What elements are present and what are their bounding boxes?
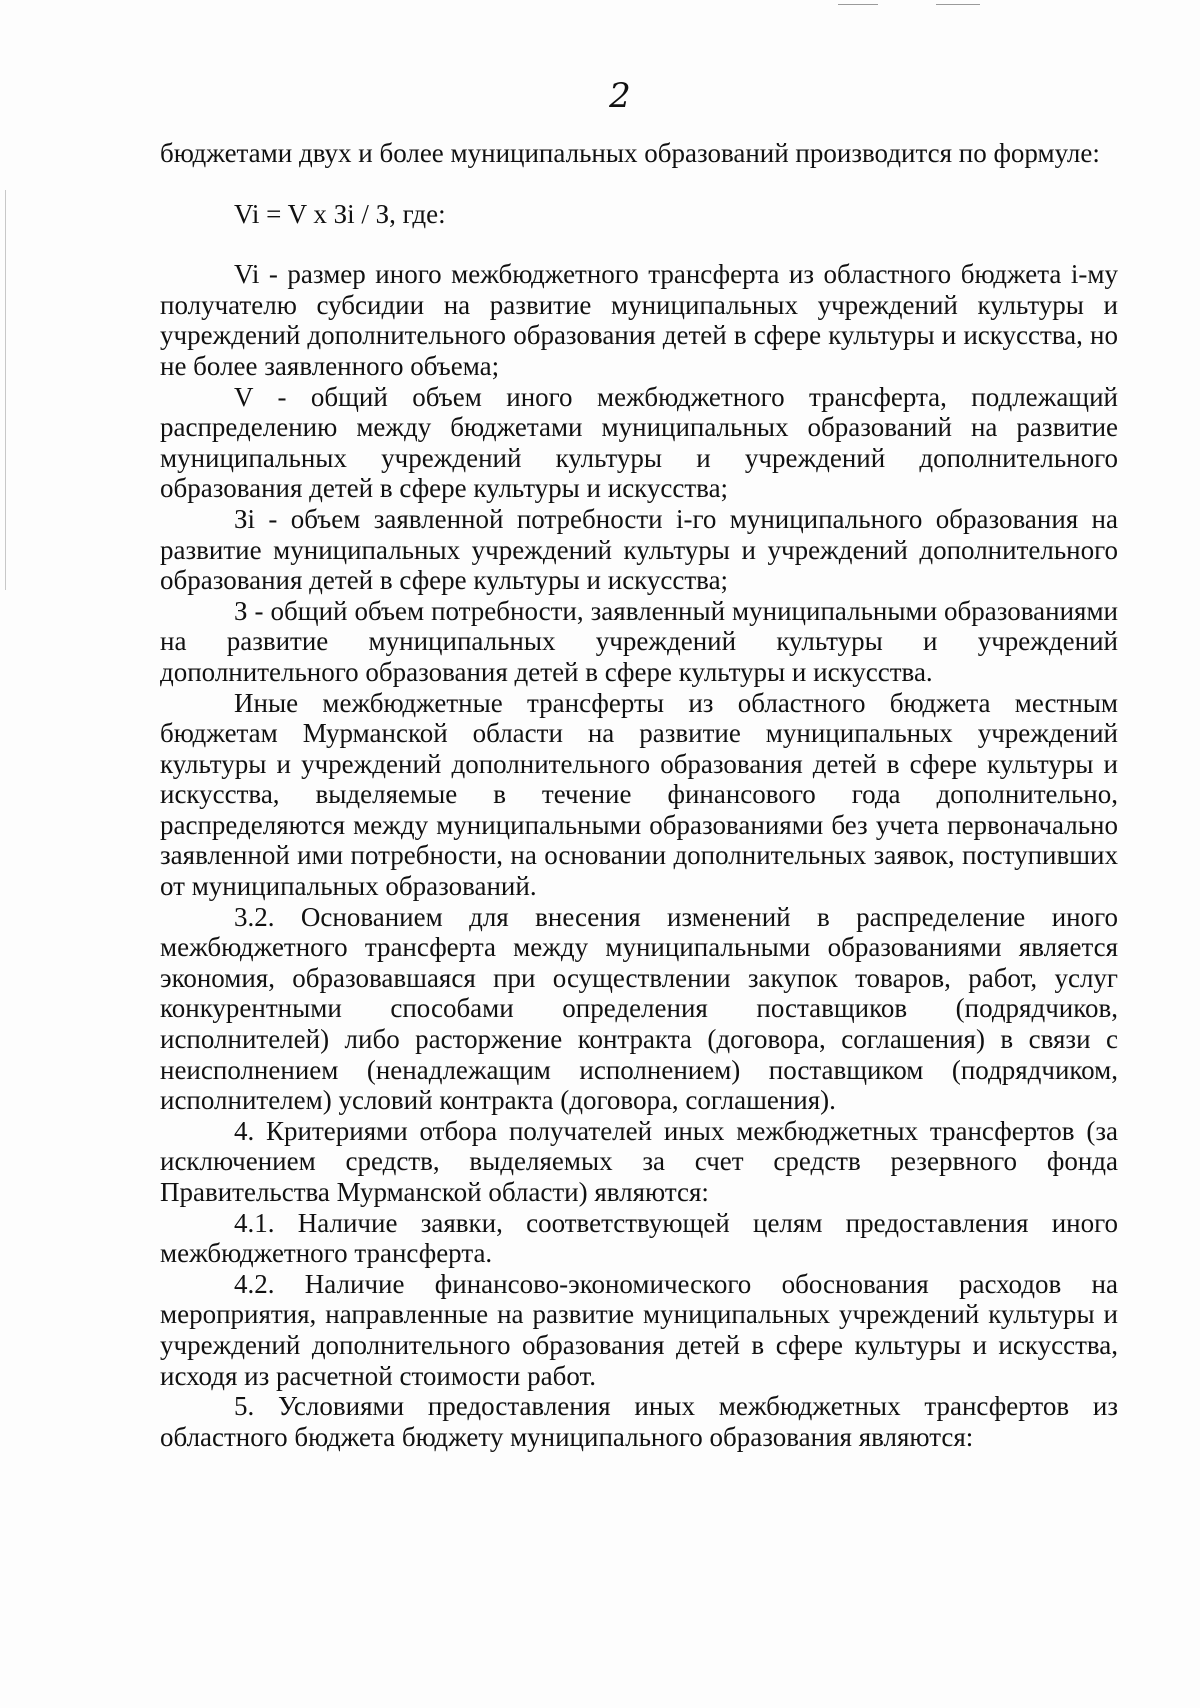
- formula: Vi = V x Зi / З, где:: [234, 198, 446, 229]
- page-number: 2: [609, 76, 631, 116]
- paragraph: Зi - объем заявленной потребности i-го муниципального образования на развитие муниципальных учреждений культуры и учреждений дополнительного образования детей в сфере культуры и искусства;: [160, 503, 1118, 596]
- paragraph: Vi - размер иного межбюджетного трансферта из областного бюджета i-му получателю субсидии на развитие муниципальных учреждений культуры и учреждений дополнительного образования детей в сфере культуры и искусства, но не более заявленного объема;: [160, 259, 1118, 381]
- paragraph: 4.1. Наличие заявки, соответствующей целям предоставления иного межбюджетного трансферта.: [160, 1207, 1118, 1269]
- scan-mark: [936, 4, 980, 5]
- document-body: [160, 138, 1118, 1452]
- paragraph: 4.2. Наличие финансово-экономического обоснования расходов на мероприятия, направленные на развитие муниципальных учреждений культуры и учреждений дополнительного образования детей в сфере культуры и искусства, исходя из расчетной стоимости работ.: [160, 1268, 1118, 1391]
- paragraph: 3.2. Основанием для внесения изменений в распределение иного межбюджетного трансферта между муниципальными образованиями является экономия, образовавшаяся при осуществлении закупок товаров, работ, услуг конкурентными способами определения поставщиков (подрядчиков, исполнителей) либо расторжение контракта (договора, соглашения) в связи с неисполнением (ненадлежащим исполнением) поставщиком (подрядчиком, исполнителем) условий контракта (договора, соглашения).: [160, 901, 1118, 1116]
- scan-mark: [838, 4, 878, 5]
- paragraph: 4. Критериями отбора получателей иных межбюджетных трансфертов (за исключением средств, выделяемых за счет средств резервного фонда Правительства Мурманской области) являются:: [160, 1115, 1118, 1207]
- paragraph: З - общий объем потребности, заявленный муниципальными образованиями на развитие муниципальных учреждений культуры и учреждений дополнительного образования детей в сфере культуры и искусства.: [160, 595, 1118, 687]
- paragraph: 5. Условиями предоставления иных межбюджетных трансфертов из областного бюджета бюджету муниципального образования являются:: [160, 1391, 1118, 1452]
- scan-edge-line: [5, 190, 6, 590]
- paragraph: бюджетами двух и более муниципальных образований производится по формуле:: [160, 138, 1100, 168]
- paragraph: Иные межбюджетные трансферты из областного бюджета местным бюджетам Мурманской области на развитие муниципальных учреждений культуры и учреждений дополнительного образования детей в сфере культуры и искусства, выделяемые в течение финансового года дополнительно, распределяются между муниципальными образованиями без учета первоначально заявленной ими потребности, на основании дополнительных заявок, поступивших от муниципальных образований.: [160, 687, 1118, 902]
- paragraph: V - общий объем иного межбюджетного трансферта, подлежащий распределению между бюджетами муниципальных образований на развитие муниципальных учреждений культуры и учреждений дополнительного образования детей в сфере культуры и искусства;: [160, 381, 1118, 504]
